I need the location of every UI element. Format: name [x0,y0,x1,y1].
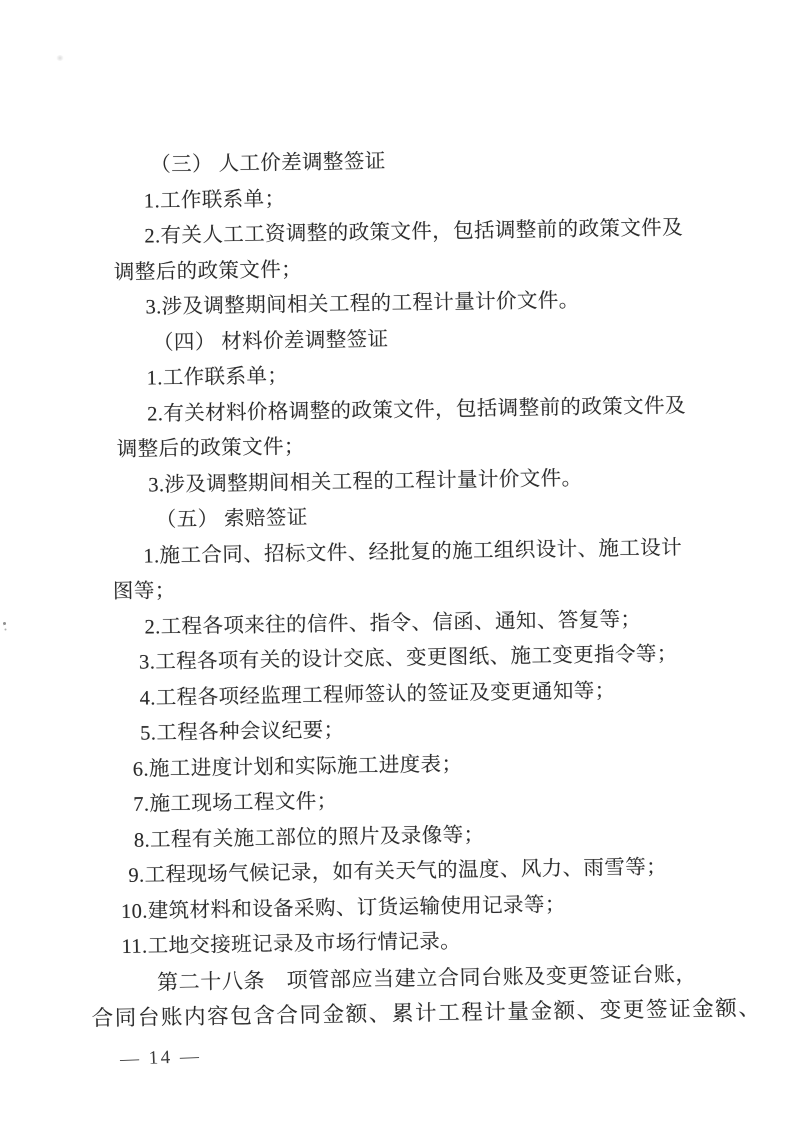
list-item: 5.工程各种会议纪要； [140,719,345,745]
section-heading: （三） 人工价差调整签证 [150,150,386,177]
section-heading: （四） 材料价差调整签证 [152,328,389,354]
list-item: 1.工作联系单； [143,187,286,213]
article-heading: 第二十八条 项管部应当建立合同台账及变更签证台账， [156,961,698,994]
page-number: — 14 — [119,1045,202,1070]
list-item: 3.涉及调整期间相关工程的工程计量计价文件。 [148,467,583,496]
list-item: 1.工作联系单； [146,365,289,390]
list-item: 10.建筑材料和设备采购、订货运输使用记录等； [120,893,566,923]
section-heading: （五） 索赔签证 [155,506,308,532]
list-item: 2.有关材料价格调整的政策文件，包括调整前的政策文件及 [146,394,686,425]
list-item: 11.工地交接班记录及市场行情记录。 [121,930,462,958]
document-body [91,140,762,1037]
list-item: 2.有关人工工资调整的政策文件，包括调整前的政策文件及 [144,217,684,248]
list-item: 2.工程各项来往的信件、指令、信函、通知、答复等； [144,608,642,639]
wrap-line: 调整后的政策文件； [113,258,303,284]
wrap-line: 图等； [112,580,176,604]
list-item: 9.工程现场气候记录，如有关天气的温度、风力、雨雪等； [128,856,668,887]
wrap-line: 调整后的政策文件； [116,436,305,461]
wrap-line: 合同台账内容包含合同金额、累计工程计量金额、变更签证金额、 [91,995,762,1031]
list-item: 7.施工现场工程文件； [133,790,338,816]
list-item: 1.施工合同、招标文件、经批复的施工组织设计、施工设计 [143,536,683,568]
list-item: 4.工程各项经监理工程师签认的签证及变更通知等； [139,679,616,710]
list-item: 3.涉及调整期间相关工程的工程计量计价文件。 [145,289,580,319]
scan-speck [56,55,64,61]
list-item: 3.工程各项有关的设计交底、变更图纸、施工变更指令等； [138,643,678,674]
scan-speck [3,622,6,625]
list-item: 6.施工进度计划和实际施工进度表； [132,753,463,781]
list-item: 8.工程有关施工部位的照片及录像等； [133,823,485,852]
